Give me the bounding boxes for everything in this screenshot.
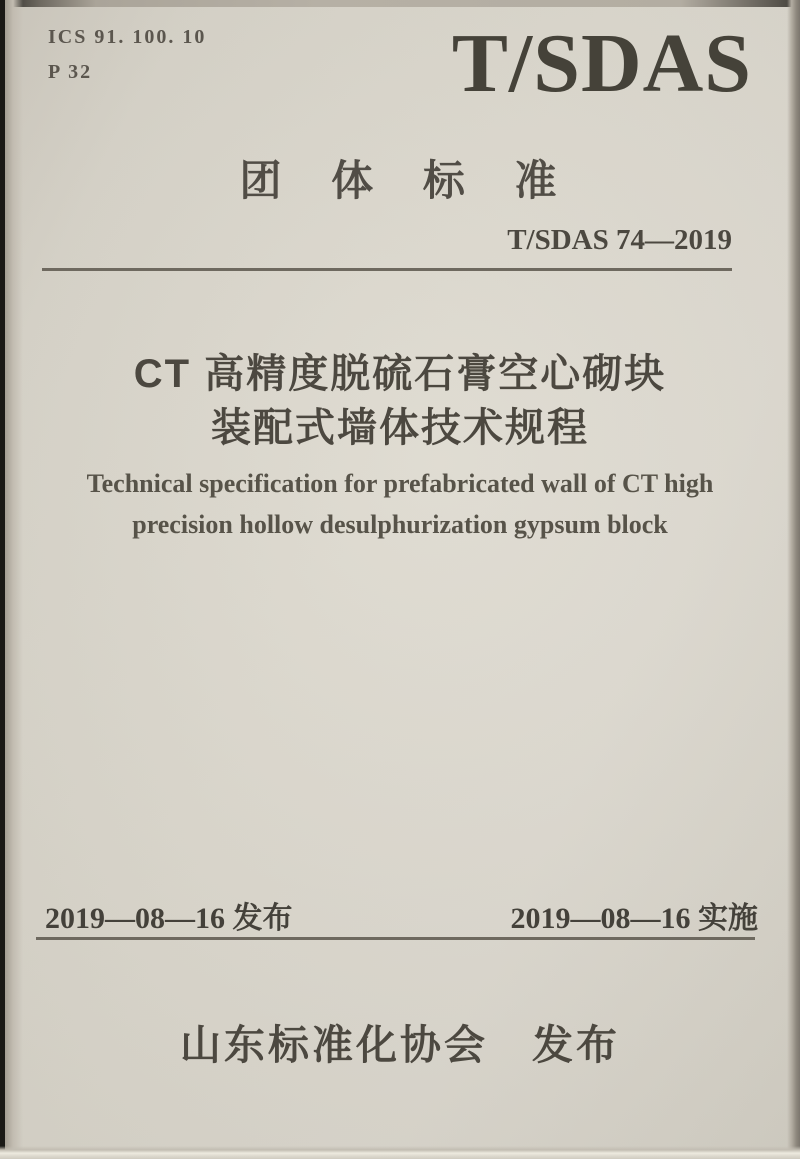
title-english-line1: Technical specification for prefabricated wall of CT high: [86, 469, 714, 498]
title-chinese-line1: CT 高精度脱硫石膏空心砌块: [133, 352, 667, 396]
implement-date: 2019—08—16 实施: [510, 902, 758, 935]
standard-number: T/SDAS 74—2019: [507, 224, 732, 256]
standard-org-logo: T/SDAS: [451, 17, 752, 110]
publisher-row: [0, 1012, 800, 1071]
footer-divider-rule: [36, 937, 755, 940]
title-chinese-line2: 装配式墙体技术规程: [211, 406, 589, 450]
publisher-name: 山东标准化协会: [180, 1022, 488, 1068]
publisher-action: 发布: [532, 1022, 620, 1068]
china-doc-class-code: P 32: [48, 61, 93, 83]
issue-date: 2019—08—16 发布: [45, 902, 293, 935]
standard-type-heading: 团 体 标 准: [239, 157, 561, 204]
ics-code: ICS 91. 100. 10: [48, 26, 207, 48]
header-divider-rule: [42, 268, 732, 271]
title-english-line2: precision hollow desulphurization gypsum block: [132, 510, 668, 539]
photo-top-edge: [0, 0, 800, 7]
date-row: [45, 893, 758, 937]
book-page-stack-edge: [0, 1146, 800, 1159]
